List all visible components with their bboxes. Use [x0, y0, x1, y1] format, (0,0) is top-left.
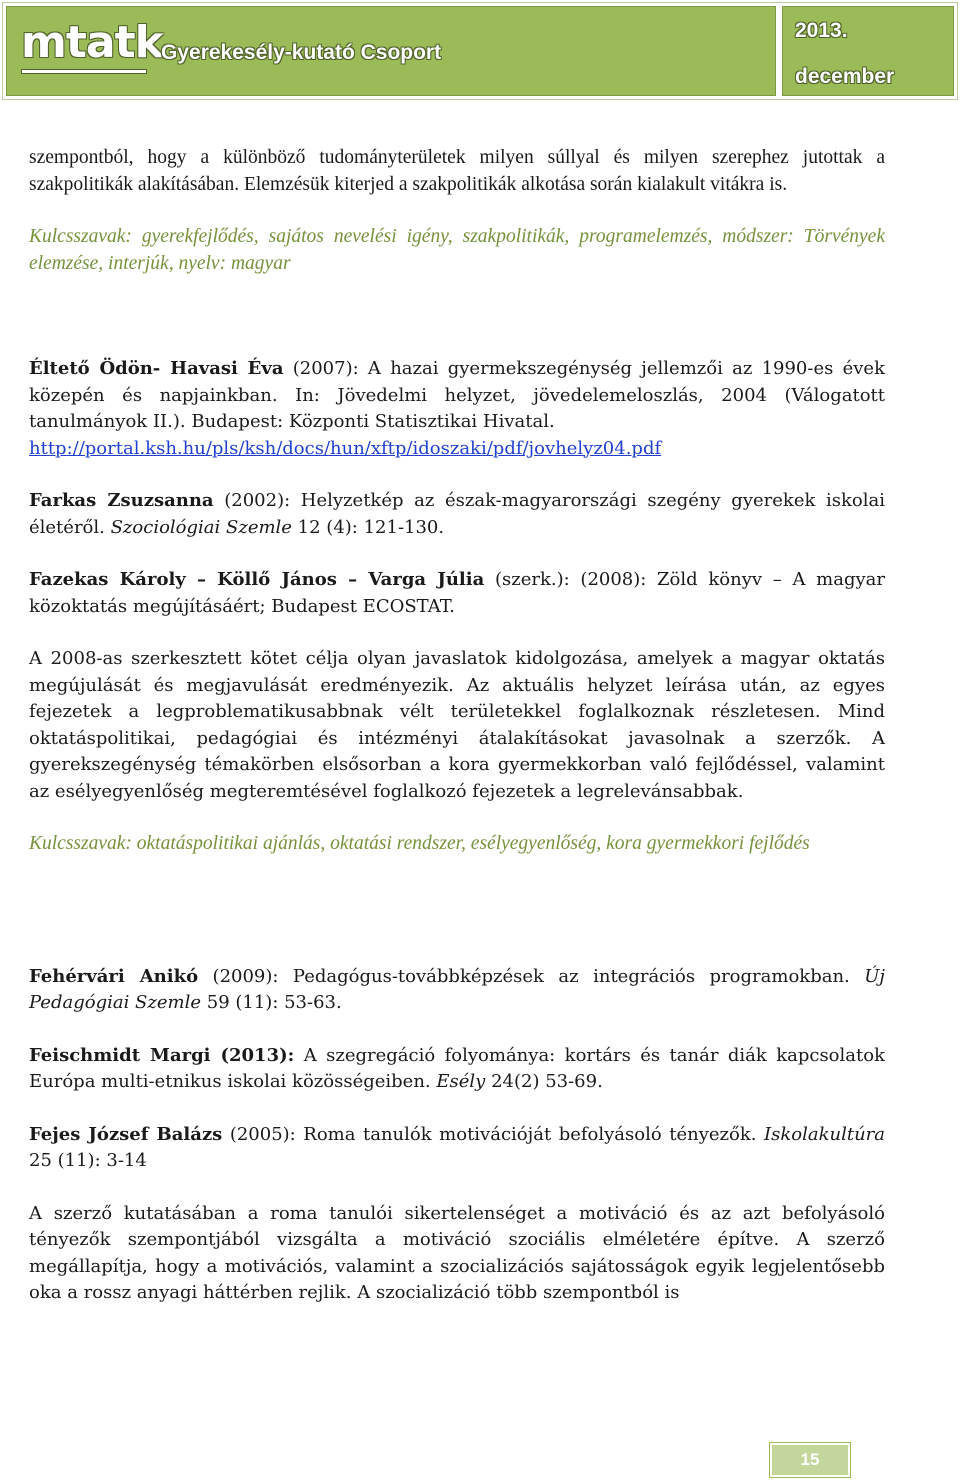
- header-month: december: [795, 65, 895, 88]
- reference-journal: Iskolakultúra: [764, 1123, 885, 1145]
- paragraph-zold-konyv: A 2008-as szerkesztett kötet célja olyan javaslatok kidolgozása, amelyek a magyar oktatás megújulását és megjavulását eredményezik. Az aktuális helyzet leírása után, az egyes fejezetek a legproblematikusabbnak vélt területekkel foglalkoznak részletesen. Mind oktatáspolitikai, pedagógiai és intézményi átalakításokat javasolnak a szerzők. A gyerekszegénység témakörben elsősorban a kora gyermekkorban való fejlődéssel, valamint az esélyegyenlőség megteremtésével foglalkozó fejezetek a legrelevánsabbak.: [29, 648, 885, 802]
- reference-text: (2007): A hazai gyermekszegénység jellemzői az 1990-es évek közepén és napjainkban. In: Jövedelmi helyzet, jövedelemeloszlás, 2004 (Válogatott tanulmányok II.). Budapest: Központi Statisztikai Hivatal.: [29, 358, 885, 432]
- paragraph-intro: szempontból, hogy a különböző tudományterületek milyen súllyal és milyen szerephez jutottak a szakpolitikák alakításában. Elemzésük kiterjed a szakpolitikák alkotása során kialakult vitákra is.: [29, 147, 885, 195]
- reference-journal: Szociológiai Szemle: [110, 516, 292, 538]
- reference-author: Fehérvári Anikó: [29, 965, 199, 987]
- reference-tail: 12 (4): 121-130.: [291, 516, 445, 538]
- paragraph-fejes-summary: A szerző kutatásában a roma tanulói sikertelenséget a motiváció és az azt befolyásoló tényezők szempontjából vizsgálta a motiváció szociális elméletére építve. A szerző megállapítja, hogy a motivációs, valamint a szocializációs sajátosságok egyik legjelentősebb oka a rossz anyagi háttérben rejlik. A szocializáció több szempontból is: [29, 1202, 885, 1303]
- header-title-box: [6, 6, 776, 96]
- ksh-link[interactable]: http://portal.ksh.hu/pls/ksh/docs/hun/xftp/idoszaki/pdf/jovhelyz04.pdf: [29, 437, 662, 459]
- header-date-box: [782, 6, 954, 96]
- reference-journal: Új Pedagógiai Szemle: [29, 965, 885, 1013]
- reference-author: Éltető Ödön- Havasi Éva: [29, 358, 284, 379]
- group-name: Gyerekesély-kutató Csoport: [161, 41, 442, 64]
- keywords-1: Kulcsszavak: gyerekfejlődés, sajátos nevelési igény, szakpolitikák, programelemzés, módszer: Törvények elemzése, interjúk, nyelv: magyar: [29, 226, 885, 274]
- reference-elteto: [29, 356, 885, 462]
- logo-underline: [21, 69, 147, 74]
- reference-text: (2005): Roma tanulók motivációját befolyásoló tényezők.: [222, 1123, 764, 1145]
- reference-tail: 59 (11): 53-63.: [201, 992, 342, 1013]
- reference-author: Fazekas Károly – Köllő János – Varga Júlia: [29, 569, 485, 590]
- reference-journal: Esély: [436, 1071, 486, 1092]
- page-header: [2, 2, 958, 100]
- reference-fehervari: [29, 964, 885, 1017]
- header-year: 2013.: [795, 19, 848, 42]
- reference-text: (2009): Pedagógus-továbbképzések az integrációs programokban.: [198, 965, 865, 987]
- reference-feischmidt: [29, 1043, 885, 1096]
- reference-farkas: [29, 488, 885, 541]
- reference-text: (szerk.): (2008): Zöld könyv – A magyar közoktatás megújításáért; Budapest ECOSTAT.: [29, 569, 886, 617]
- reference-tail: 24(2) 53-69.: [485, 1071, 603, 1092]
- reference-author: Feischmidt Margi (2013):: [29, 1044, 295, 1066]
- reference-fazekas: [29, 567, 885, 620]
- reference-tail: 25 (11): 3-14: [29, 1150, 147, 1171]
- reference-author: Farkas Zsuzsanna: [29, 490, 214, 511]
- reference-fejes: [29, 1122, 885, 1175]
- mtatk-logo: mtatk: [21, 17, 163, 68]
- page-number: 15: [770, 1443, 850, 1477]
- reference-text: (2002): Helyzetkép az észak-magyarországi szegény gyerekek iskolai életéről.: [29, 490, 885, 538]
- reference-author: Fejes József Balázs: [29, 1123, 223, 1145]
- reference-text: A szegregáció folyománya: kortárs és tanár diák kapcsolatok Európa multi-etnikus iskolai közösségeiben.: [29, 1044, 885, 1092]
- document-body: [29, 145, 885, 1307]
- keywords-2: Kulcsszavak: oktatáspolitikai ajánlás, oktatási rendszer, esélyegyenlőség, kora gyermekkori fejlődés: [29, 833, 810, 854]
